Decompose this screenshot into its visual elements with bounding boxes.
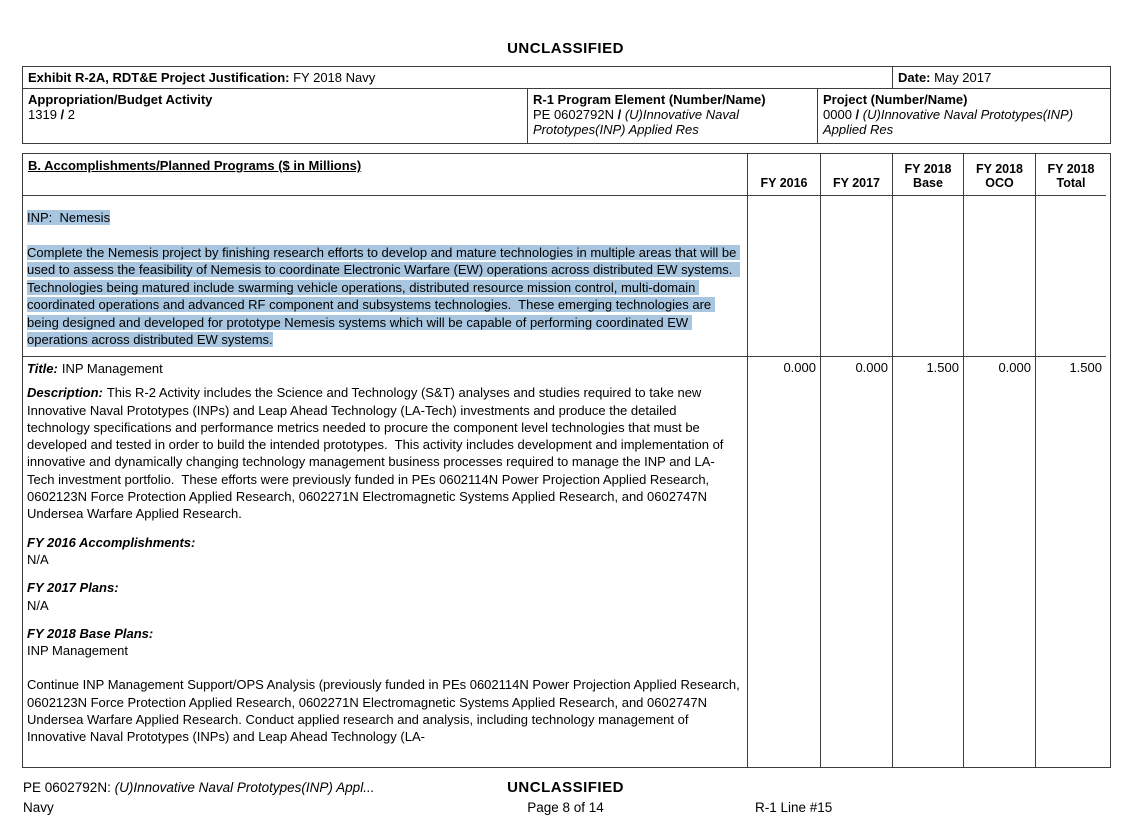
project-value (823, 107, 1105, 137)
date-label: Date: (898, 70, 931, 85)
column-header-fy2018-total: FY 2018 Total (1035, 154, 1106, 195)
empty-cell (747, 195, 820, 356)
footer-organization: Navy (23, 800, 54, 815)
r1-pe-label: R-1 Program Element (Number/Name) (533, 92, 766, 107)
title-label: Title: (27, 361, 58, 376)
appropriation-number: 1319 (28, 107, 57, 122)
fy2017-plans-heading: FY 2017 Plans: (27, 580, 119, 596)
project-number: 0000 (823, 107, 852, 122)
project-name: (U)Innovative Naval Prototypes(INP) Applied Res (823, 107, 1074, 137)
highlighted-paragraph (27, 244, 742, 349)
column-header-fy2018-base: FY 2018 Base (892, 154, 963, 195)
title-line (27, 360, 742, 377)
footer-pe-name: (U)Innovative Naval Prototypes(INP) Appl... (114, 780, 375, 795)
header-row-2 (23, 89, 1110, 143)
fy2017-plans-body: N/A (27, 597, 49, 613)
value-fy2018-total: 1.500 (1035, 356, 1106, 767)
empty-cell (892, 195, 963, 356)
r1-line-number: R-1 Line #15 (755, 800, 833, 815)
fy2016-accomplishments-heading: FY 2016 Accomplishments: (27, 534, 196, 550)
fy2016-accomplishments-body: N/A (27, 551, 49, 567)
value-fy2018-base: 1.500 (892, 356, 963, 767)
r1-pe-number: PE 0602792N (533, 107, 614, 122)
section-header-cell (23, 154, 747, 195)
empty-cell (963, 195, 1035, 356)
page-number: Page 8 of 14 (527, 800, 604, 815)
section-header-label: B. Accomplishments/Planned Programs ($ in Millions) (28, 158, 362, 173)
exhibit-header-table (22, 66, 1111, 144)
description-text: This R-2 Activity includes the Science and Technology (S&T) analyses and studies required to take new Innovative Naval Prototypes (INPs) and Leap Ahead Technology (LA-Tech) investments and produce the detailed technology specifications and performance metrics needed to procure the component level technologies that must be developed and tested in order to build the intended prototypes. This activity includes development and implementation of innovative and dynamically changing technology management business processes required to manage the INP and LA-Tech investment portfolio. These efforts were previously funded in PEs 0602114N Power Projection Applied Research, 0602123N Force Protection Applied Research, 0602271N Electromagnetic Systems Applied Research, and 0602747N Undersea Warfare Applied Research. (27, 385, 728, 522)
classification-banner-bottom: UNCLASSIFIED (507, 779, 624, 796)
project-cell (818, 89, 1110, 143)
project-label: Project (Number/Name) (823, 92, 968, 107)
exhibit-label: Exhibit R-2A, RDT&E Project Justification: (28, 70, 290, 85)
description-label: Description: (27, 385, 103, 401)
fy2018-base-plans-heading: FY 2018 Base Plans: (27, 625, 154, 641)
title-value: INP Management (61, 361, 163, 376)
column-header-fy2016: FY 2016 (747, 154, 820, 195)
highlight-selection: INP: Nemesis (27, 210, 111, 225)
appropriation-label: Appropriation/Budget Activity (28, 92, 213, 107)
exhibit-value: FY 2018 Navy (293, 70, 376, 85)
accomplishments-table (22, 153, 1111, 768)
highlight-selection: Complete the Nemesis project by finishing research efforts to develop and mature technologies in multiple areas that will be used to assess the feasibility of Nemesis to coordinate Electronic Warfare (EW) operations across distributed EW systems. Technologies being matured include swarming vehicle operations, distributed resource mission control, multi-domain coordinated operations and advanced RF component and subsystems technologies. These emerging technologies are being designed and developed for prototype Nemesis systems which will be capable of performing coordinated EW operations across distributed EW systems. (27, 244, 740, 347)
classification-banner-top: UNCLASSIFIED (507, 40, 624, 57)
appropriation-activity: 2 (67, 107, 76, 122)
description-paragraph (27, 384, 742, 522)
r1-pe-value (533, 107, 812, 137)
appropriation-value (28, 107, 522, 122)
highlighted-text-cell (23, 195, 747, 356)
r1-pe-slash: / (617, 107, 622, 122)
value-fy2017: 0.000 (820, 356, 892, 767)
date-cell (893, 67, 1110, 88)
continuation-paragraph: Continue INP Management Support/OPS Analysis (previously funded in PEs 0602114N Power Projection Applied Research, 0602123N Force Protection Applied Research, 0602271N Electromagnetic Systems Applied Research, and 0602747N Undersea Warfare Applied Research. Conduct applied research and analysis, including technology management of Innovative Naval Prototypes (INPs) and Leap Ahead Technology (LA- (27, 677, 744, 745)
exhibit-title-cell (23, 67, 893, 88)
appropriation-slash: / (60, 107, 65, 122)
value-fy2016: 0.000 (747, 356, 820, 767)
r1-program-element-cell (528, 89, 818, 143)
fy2018-base-plans-body: INP Management (27, 643, 128, 659)
appropriation-cell (23, 89, 528, 143)
project-detail-cell (23, 356, 747, 767)
date-value: May 2017 (934, 70, 992, 85)
column-header-fy2017: FY 2017 (820, 154, 892, 195)
header-row-1 (23, 67, 1110, 89)
column-header-fy2018-oco: FY 2018 OCO (963, 154, 1035, 195)
value-fy2018-oco: 0.000 (963, 356, 1035, 767)
highlighted-heading (27, 209, 742, 227)
empty-cell (820, 195, 892, 356)
footer-pe-label: PE 0602792N: (23, 780, 111, 795)
project-slash: / (855, 107, 860, 122)
empty-cell (1035, 195, 1106, 356)
r1-pe-name: (U)Innovative Naval Prototypes(INP) Applied Res (533, 107, 739, 137)
